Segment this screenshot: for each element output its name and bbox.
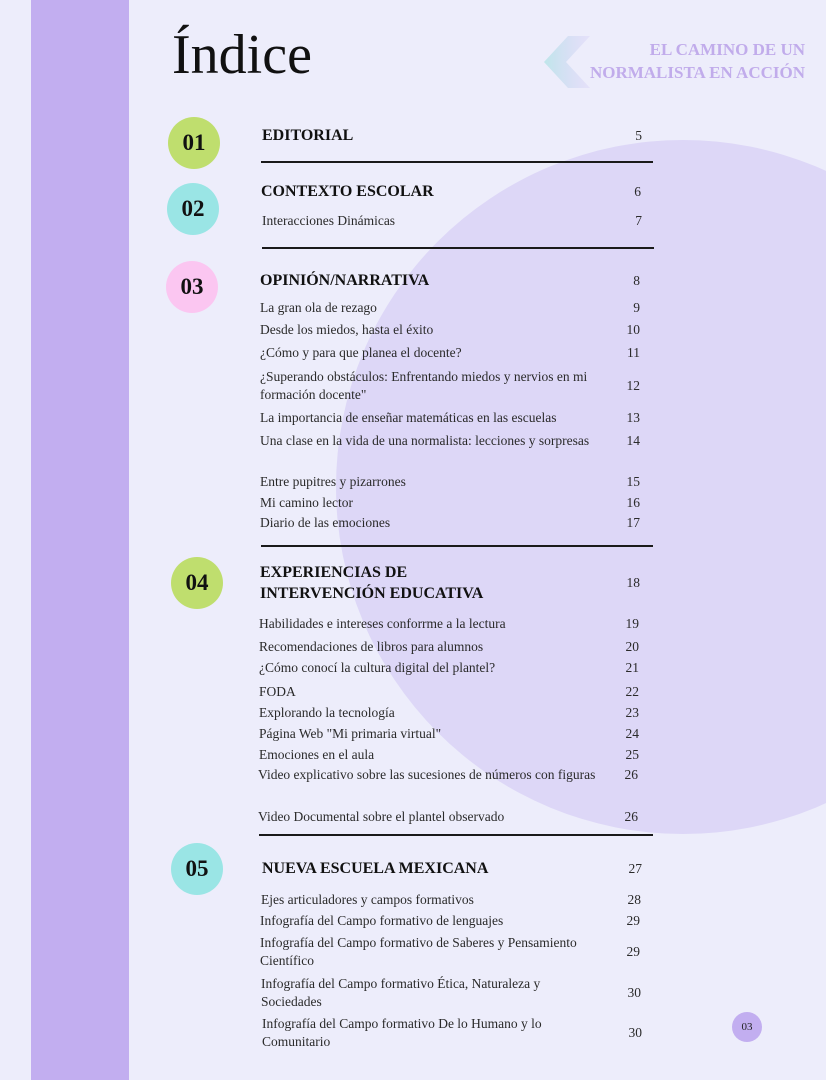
page-ref: 5 [635,127,642,143]
toc-entry[interactable] [260,344,652,362]
entry-title: Habilidades e intereses conforrme a la lectura [259,616,506,631]
page-ref: 25 [625,747,639,762]
toc-entry[interactable] [260,299,652,317]
magazine-tagline [545,38,805,84]
page-ref: 10 [626,322,640,337]
toc-entry[interactable] [261,975,653,1011]
page-ref: 18 [626,575,640,590]
entry-title: Emociones en el aula [259,747,375,762]
entry-title: Infografía del Campo formativo De lo Humano y lo Comunitario [262,1016,542,1049]
page-ref: 8 [633,272,640,288]
entry-title: Entre pupitres y pizarrones [260,474,406,489]
entry-title: Video Documental sobre el plantel observado [258,809,505,824]
tagline-line-2: NORMALISTA EN ACCIÓN [589,63,805,82]
entry-title: Infografía del Campo formativo Ética, Naturaleza y Sociedades [261,976,541,1009]
page-ref: 30 [628,1025,642,1040]
toc-entry[interactable] [261,891,653,909]
tagline-line-1: EL CAMINO DE UN [649,40,805,59]
toc-entry[interactable] [260,368,652,404]
entry-title: Página Web "Mi primaria virtual" [259,726,442,741]
page-ref: 26 [624,809,638,824]
entry-title: Una clase en la vida de una normalista: lecciones y sorpresas [260,433,590,448]
section-heading[interactable] [260,270,652,291]
entry-title: Diario de las emociones [260,515,391,530]
page-ref: 9 [633,300,640,315]
toc-entry[interactable] [260,912,652,930]
entry-title: ¿Superando obstáculos: Enfrentando miedos y nervios en mi formación docente" [260,369,588,402]
section-divider [262,247,654,249]
toc-entry[interactable] [260,432,652,450]
entry-title: ¿Cómo conocí la cultura digital del plantel? [259,660,496,675]
page-ref: 7 [635,213,642,228]
section-heading[interactable] [262,125,654,146]
page-ref: 13 [626,410,640,425]
toc-entry[interactable] [260,321,652,339]
entry-title: Infografía del Campo formativo de lenguajes [260,913,504,928]
page-ref: 29 [626,913,640,928]
toc-entry[interactable] [258,808,650,826]
entry-title: La gran ola de rezago [260,300,377,315]
toc-entry[interactable] [259,638,651,656]
entry-title: Explorando la tecnología [259,705,395,720]
entry-title: Recomendaciones de libros para alumnos [259,639,484,654]
page-ref: 12 [626,378,640,393]
section-title: EDITORIAL [262,127,354,144]
side-stripe [31,0,129,1080]
section-title: EXPERIENCIAS DE INTERVENCIÓN EDUCATIVA [260,564,484,602]
toc-entry[interactable] [262,1015,654,1051]
page-title: Índice [172,24,312,86]
toc-entry[interactable] [259,725,651,743]
section-divider [261,545,653,547]
section-heading[interactable] [262,858,654,879]
section-title: OPINIÓN/NARRATIVA [260,272,430,289]
page-ref: 11 [627,345,640,360]
page-number-badge: 03 [732,1012,762,1042]
page-ref: 17 [626,515,640,530]
section-number-badge: 03 [166,261,218,313]
toc-entry[interactable] [260,409,652,427]
entry-title: ¿Cómo y para que planea el docente? [260,345,462,360]
page-ref: 28 [627,892,641,907]
section-heading[interactable] [260,562,652,604]
entry-title: La importancia de enseñar matemáticas en las escuelas [260,410,557,425]
section-heading[interactable] [261,181,653,202]
entry-title: Ejes articuladores y campos formativos [261,892,474,907]
page-ref: 26 [624,767,638,782]
page-ref: 15 [626,474,640,489]
section-title: NUEVA ESCUELA MEXICANA [262,860,489,877]
section-number-badge: 05 [171,843,223,895]
entry-title: Infografía del Campo formativo de Saberes y Pensamiento Científico [260,935,577,968]
page-ref: 6 [634,183,641,199]
page-ref: 27 [628,860,642,876]
entry-title: Desde los miedos, hasta el éxito [260,322,434,337]
entry-title: FODA [259,684,296,699]
toc-entry[interactable] [259,683,651,701]
toc-entry[interactable] [260,514,652,532]
toc-entry[interactable] [260,494,652,512]
page-ref: 21 [625,660,639,675]
toc-entry[interactable] [258,766,650,784]
entry-title: Interacciones Dinámicas [262,213,396,228]
section-divider [261,161,653,163]
toc-entry[interactable] [259,615,651,633]
toc-entry[interactable] [262,212,654,230]
section-number-badge: 04 [171,557,223,609]
page-ref: 22 [625,684,639,699]
section-title: CONTEXTO ESCOLAR [261,183,434,200]
toc-entry[interactable] [260,934,652,970]
section-number-badge: 02 [167,183,219,235]
toc-entry[interactable] [259,659,651,677]
section-number-badge: 01 [168,117,220,169]
page-ref: 16 [626,495,640,510]
page-ref: 14 [626,433,640,448]
page-ref: 23 [625,705,639,720]
page-ref: 19 [625,616,639,631]
page-ref: 29 [626,944,640,959]
page-ref: 20 [625,639,639,654]
entry-title: Mi camino lector [260,495,353,510]
page-ref: 30 [627,985,641,1000]
toc-entry[interactable] [260,473,652,491]
section-divider [259,834,653,836]
toc-entry[interactable] [259,704,651,722]
page-ref: 24 [625,726,639,741]
entry-title: Video explicativo sobre las sucesiones de números con figuras [258,767,596,782]
toc-entry[interactable] [259,746,651,764]
